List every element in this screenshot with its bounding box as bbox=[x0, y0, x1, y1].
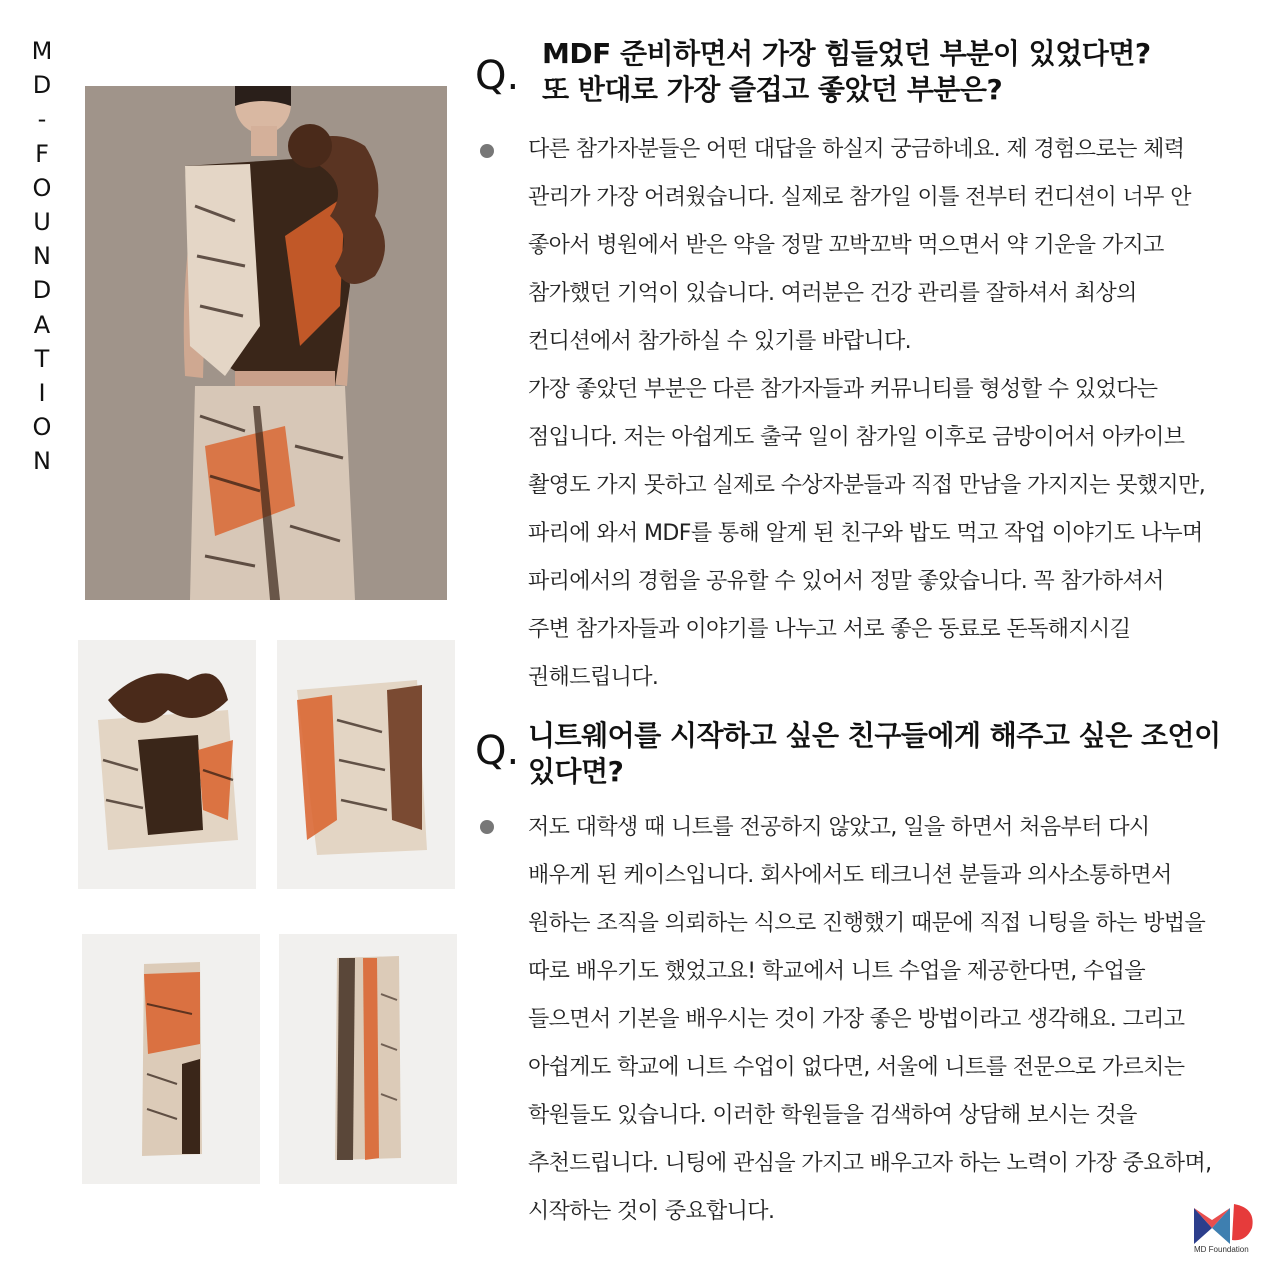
knit-top-photo-1 bbox=[78, 640, 256, 889]
answer-line: 권해드립니다. bbox=[528, 665, 659, 690]
knit-top-photo-2 bbox=[277, 640, 455, 889]
answer-line: 학원들도 있습니다. 이러한 학원들을 검색하여 상담해 보시는 것을 bbox=[528, 1103, 1137, 1128]
answer-line: 파리에서의 경험을 공유할 수 있어서 정말 좋았습니다. 꼭 참가하셔서 bbox=[528, 569, 1164, 594]
answer-line: 원하는 조직을 의뢰하는 식으로 진행했기 때문에 직접 니팅을 하는 방법을 bbox=[528, 911, 1206, 936]
answer-line: 들으면서 기본을 배우시는 것이 가장 좋은 방법이라고 생각해요. 그리고 bbox=[528, 1007, 1185, 1032]
answer-line: 아쉽게도 학교에 니트 수업이 없다면, 서울에 니트를 전문으로 가르치는 bbox=[528, 1055, 1185, 1080]
answer-2 bbox=[528, 804, 1212, 1236]
knit-skirt-photo-2 bbox=[279, 934, 457, 1184]
question-2 bbox=[528, 718, 1221, 790]
side-title bbox=[28, 34, 56, 479]
answer-bullet-1 bbox=[480, 144, 494, 158]
answer-line: 저도 대학생 때 니트를 전공하지 않았고, 일을 하면서 처음부터 다시 bbox=[528, 815, 1150, 840]
side-title-letter: M bbox=[31, 37, 53, 65]
answer-line: 따로 배우기도 했었고요! 학교에서 니트 수업을 제공한다면, 수업을 bbox=[528, 959, 1145, 984]
answer-line: 가장 좋았던 부분은 다른 참가자들과 커뮤니티를 형성할 수 있었다는 bbox=[528, 377, 1158, 402]
question-2-line-1: 니트웨어를 시작하고 싶은 친구들에게 해주고 싶은 조언이 bbox=[528, 719, 1221, 752]
knit-skirt-photo-1 bbox=[82, 934, 260, 1184]
side-title-letter: T bbox=[34, 344, 50, 373]
question-1 bbox=[542, 36, 1151, 108]
side-title-letter: F bbox=[35, 139, 49, 168]
answer-line: 파리에 와서 MDF를 통해 알게 된 친구와 밥도 먹고 작업 이야기도 나누며 bbox=[528, 521, 1203, 546]
answer-bullet-2 bbox=[480, 820, 494, 834]
question-1-line-2: 또 반대로 가장 즐겁고 좋았던 부분은? bbox=[542, 73, 1003, 106]
side-title-letter: N bbox=[33, 242, 51, 271]
side-title-letter: I bbox=[38, 379, 46, 408]
answer-line: 관리가 가장 어려웠습니다. 실제로 참가일 이틀 전부터 컨디션이 너무 안 bbox=[528, 185, 1191, 210]
answer-line: 시작하는 것이 중요합니다. bbox=[528, 1199, 775, 1224]
answer-1 bbox=[528, 126, 1205, 702]
question-mark-1: Q. bbox=[475, 53, 520, 99]
question-1-line-1: MDF 준비하면서 가장 힘들었던 부분이 있었다면? bbox=[542, 37, 1151, 70]
answer-line: 추천드립니다. 니팅에 관심을 가지고 배우고자 하는 노력이 가장 중요하며, bbox=[528, 1151, 1212, 1176]
model-photo bbox=[85, 86, 447, 600]
side-title-letter: D bbox=[32, 276, 52, 305]
question-mark-2: Q. bbox=[475, 728, 520, 774]
side-title-letter: N bbox=[33, 447, 51, 476]
side-title-letter: O bbox=[32, 413, 52, 442]
answer-line: 다른 참가자분들은 어떤 대답을 하실지 궁금하네요. 제 경험으로는 체력 bbox=[528, 137, 1185, 162]
answer-line: 촬영도 가지 못하고 실제로 수상자분들과 직접 만남을 가지지는 못했지만, bbox=[528, 473, 1206, 498]
logo-text: MD Foundation bbox=[1194, 1245, 1249, 1254]
side-title-letter: A bbox=[33, 310, 51, 339]
side-title-letter: U bbox=[33, 208, 51, 237]
answer-line: 컨디션에서 참가하실 수 있기를 바랍니다. bbox=[528, 329, 912, 354]
answer-line: 주변 참가자들과 이야기를 나누고 서로 좋은 동료로 돈독해지시길 bbox=[528, 617, 1131, 642]
side-title-letter: D bbox=[32, 71, 52, 100]
side-title-letter: O bbox=[32, 173, 52, 202]
answer-line: 점입니다. 저는 아쉽게도 출국 일이 참가일 이후로 금방이어서 아카이브 bbox=[528, 425, 1185, 450]
answer-line: 좋아서 병원에서 받은 약을 정말 꼬박꼬박 먹으면서 약 기운을 가지고 bbox=[528, 233, 1164, 258]
side-title-letter: - bbox=[37, 105, 47, 134]
answer-line: 참가했던 기억이 있습니다. 여러분은 건강 관리를 잘하셔서 최상의 bbox=[528, 281, 1137, 306]
question-2-line-2: 있다면? bbox=[528, 755, 624, 788]
answer-line: 배우게 된 케이스입니다. 회사에서도 테크니션 분들과 의사소통하면서 bbox=[528, 863, 1172, 888]
